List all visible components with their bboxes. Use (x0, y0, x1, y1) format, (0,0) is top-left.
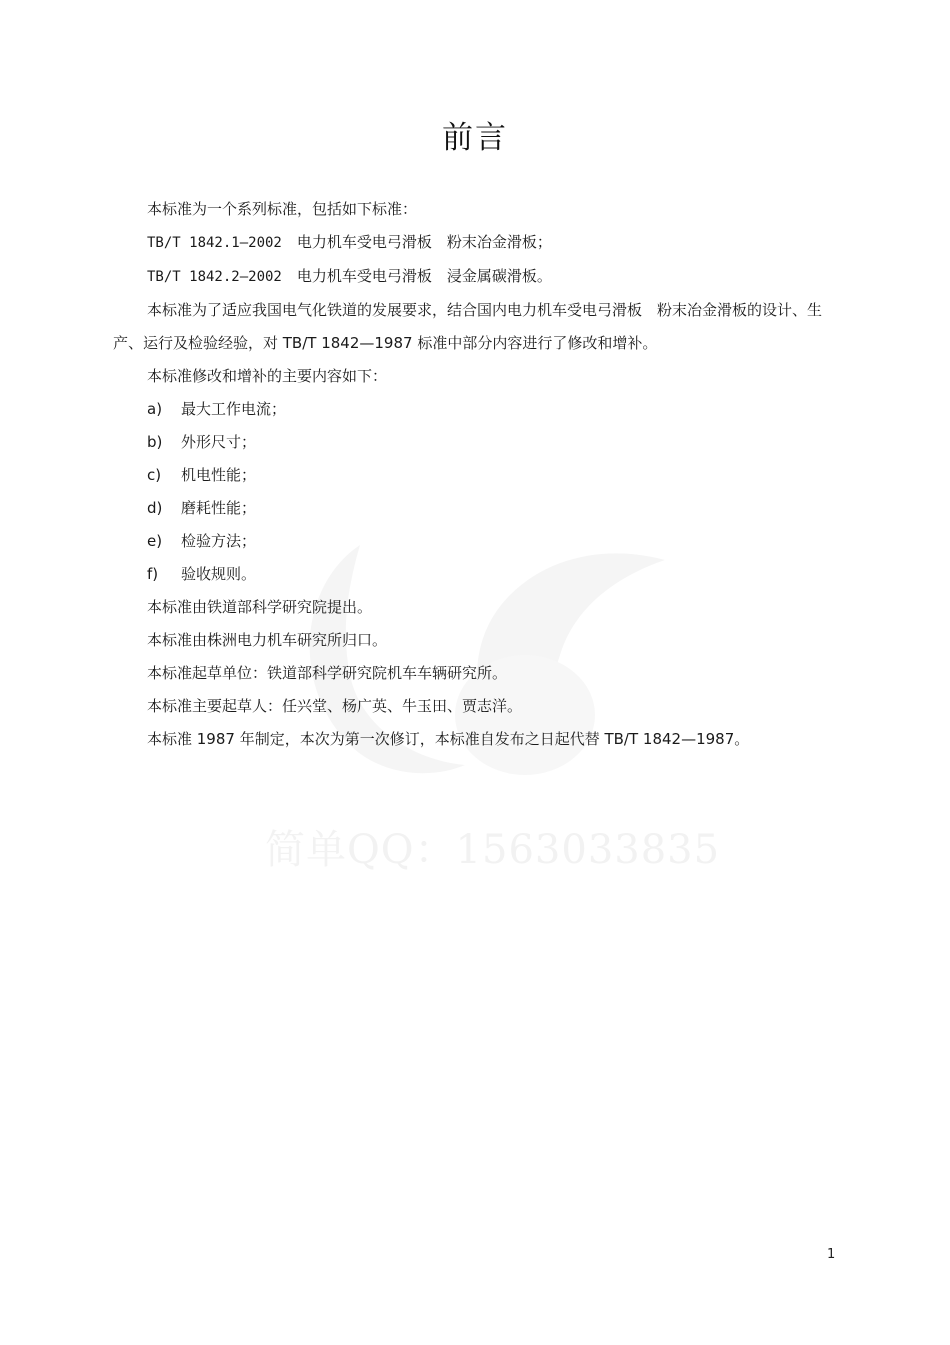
watermark-text: 简单QQ：1563033835 (265, 827, 721, 873)
list-text: 检验方法； (181, 532, 257, 550)
list-marker: a) (147, 400, 163, 418)
list-item (113, 426, 838, 459)
list-text: 机电性能； (181, 466, 257, 484)
list-marker: e) (147, 532, 163, 550)
changes-intro: 本标准修改和增补的主要内容如下： (147, 367, 388, 385)
standard-code-1: TB/T 1842.1—2002 (147, 235, 282, 251)
list-item (113, 492, 838, 525)
list-marker: c) (147, 466, 162, 484)
list-text: 验收规则。 (181, 565, 257, 583)
standard-line-2 (113, 260, 838, 294)
proposer-paragraph: 本标准由铁道部科学研究院提出。 (147, 598, 373, 616)
list-item (113, 558, 838, 591)
standard-line-1 (113, 226, 838, 260)
purpose-paragraph: 本标准为了适应我国电气化铁道的发展要求，结合国内电力机车受电弓滑板 粉末冶金滑板的设计、生产、运行及检验经验，对 TB/T 1842—1987 标准中部分内容进行了修改和增补。 (113, 301, 823, 352)
list-text: 外形尺寸； (181, 433, 257, 451)
list-item (113, 525, 838, 558)
list-text: 磨耗性能； (181, 499, 257, 517)
history-paragraph: 本标准 1987 年制定，本次为第一次修订，本标准自发布之日起代替 TB/T 1842—1987。 (147, 730, 750, 748)
list-marker: f) (147, 565, 159, 583)
document-body (113, 193, 838, 756)
standard-title-1: 电力机车受电弓滑板 粉末冶金滑板； (296, 233, 552, 251)
standard-title-2: 电力机车受电弓滑板 浸金属碳滑板。 (296, 267, 552, 285)
page-number: 1 (827, 1247, 836, 1262)
list-item (113, 393, 838, 426)
intro-paragraph: 本标准为一个系列标准，包括如下标准： (147, 200, 418, 218)
page-title: 前言 (442, 120, 508, 156)
administrator-paragraph: 本标准由株洲电力机车研究所归口。 (147, 631, 388, 649)
list-item (113, 459, 838, 492)
standard-code-2: TB/T 1842.2—2002 (147, 269, 282, 285)
list-marker: d) (147, 499, 163, 517)
drafting-unit-paragraph: 本标准起草单位：铁道部科学研究院机车车辆研究所。 (147, 664, 508, 682)
drafters-paragraph: 本标准主要起草人：任兴堂、杨广英、牛玉田、贾志洋。 (147, 697, 523, 715)
list-marker: b) (147, 433, 163, 451)
list-text: 最大工作电流； (181, 400, 287, 418)
